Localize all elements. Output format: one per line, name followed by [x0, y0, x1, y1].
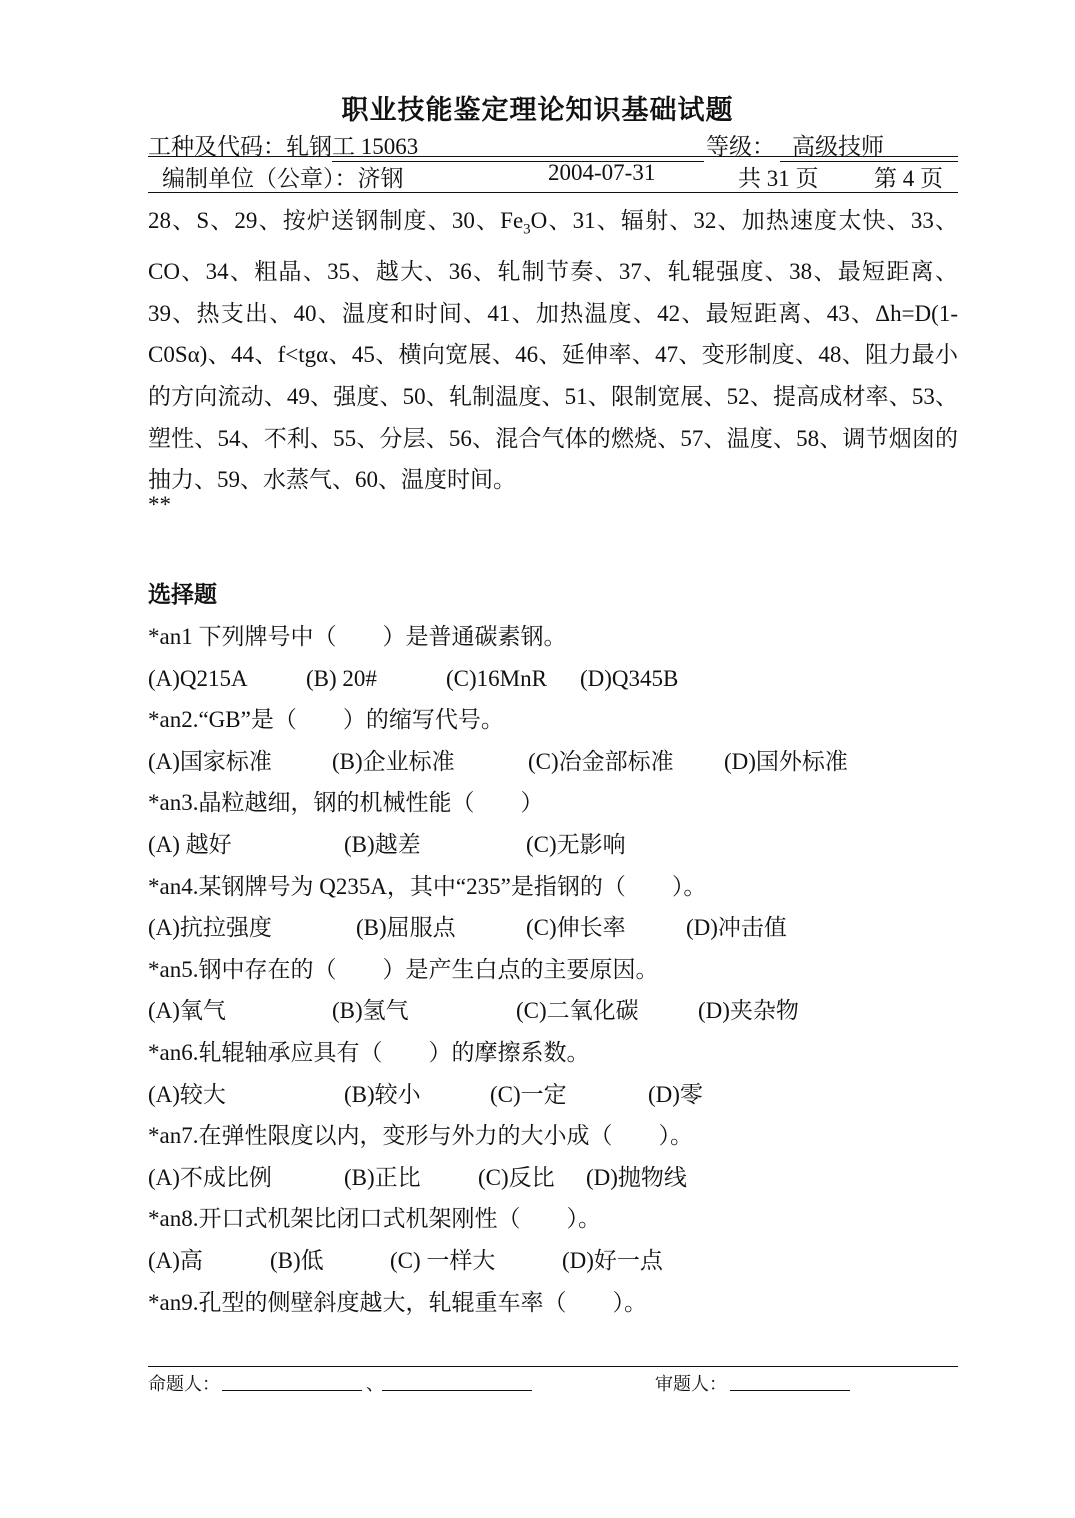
option-c: (C)无影响 — [526, 831, 626, 857]
author-blank-1 — [222, 1390, 362, 1391]
answer-key-part-1: 28、S、29、按炉送钢制度、30、Fe — [148, 208, 524, 233]
question-options — [148, 741, 968, 783]
option-d: (D)零 — [648, 1081, 703, 1107]
option-c: (C)冶金部标准 — [528, 748, 674, 774]
header-row-unit — [148, 160, 958, 192]
option-c: (C)二氧化碳 — [516, 998, 639, 1024]
option-b: (B)企业标准 — [332, 748, 455, 774]
option-b: (B) 20# — [306, 665, 377, 691]
author-separator: 、 — [366, 1374, 384, 1394]
answer-key-part-2: O、31、辐射、32、加热速度太快、33、CO、34、粗晶、35、越大、36、轧制节奏、37、轧辊强度、38、最短距离、39、热支出、40、温度和时间、41、加热温度、42、最短距离、43、Δh=D(1-C0Sα)、44、f<tgα、45、横向宽展、46、延伸率、47、变形制度、48、阻力最小的方向流动、49、强度、50、轧制温度、51、限制宽展、52、提高成材率、53、塑性、54、不利、55、分层、56、混合气体的燃烧、57、温度、58、调节烟囱的抽力、59、水蒸气、60、温度时间。 — [148, 208, 959, 493]
option-d: (D)冲击值 — [686, 915, 787, 941]
header-divider-bottom — [148, 192, 958, 193]
option-a: (A)较大 — [148, 1081, 226, 1107]
option-b: (B)正比 — [344, 1164, 421, 1190]
author-label: 命题人： — [148, 1374, 220, 1394]
unit-label: 编制单位（公章）：济钢 — [162, 166, 404, 191]
option-d: (D)夹杂物 — [698, 998, 799, 1024]
reviewer-label: 审题人： — [655, 1374, 727, 1394]
question-text: *an9.孔型的侧壁斜度越大，轧辊重车率（ ）。 — [148, 1289, 647, 1315]
option-a: (A)Q215A — [148, 665, 248, 691]
option-b: (B)低 — [270, 1247, 324, 1273]
option-d: (D)Q345B — [580, 665, 679, 691]
question-list — [148, 616, 968, 1323]
option-b: (B)较小 — [344, 1081, 421, 1107]
total-pages: 共 31 页 — [738, 166, 819, 191]
option-c: (C)反比 — [478, 1164, 555, 1190]
trade-label: 工种及代码：轧钢 — [148, 134, 332, 159]
question-text: *an4.某钢牌号为 Q235A，其中“235”是指钢的（ ）。 — [148, 873, 707, 899]
date-value: 2004-07-31 — [548, 160, 656, 185]
question-options — [148, 990, 968, 1032]
option-d: (D)抛物线 — [586, 1164, 687, 1190]
page-number: 第 4 页 — [874, 166, 943, 191]
level-value: 高级技师 — [780, 128, 958, 162]
option-c: (C)16MnR — [446, 665, 547, 691]
option-b: (B)越差 — [344, 831, 421, 857]
option-c: (C)伸长率 — [526, 915, 626, 941]
option-d: (D)好一点 — [562, 1247, 663, 1273]
question-text: *an3.晶粒越细，钢的机械性能（ ） — [148, 790, 544, 816]
option-a: (A)抗拉强度 — [148, 915, 272, 941]
option-a: (A) 越好 — [148, 831, 232, 857]
option-c: (C) 一样大 — [390, 1247, 496, 1273]
option-a: (A)国家标准 — [148, 748, 272, 774]
question-text: *an6.轧辊轴承应具有（ ）的摩擦系数。 — [148, 1039, 590, 1065]
section-title: 选择题 — [148, 582, 217, 607]
question-options — [148, 1074, 968, 1116]
level-label: 等级： — [706, 134, 775, 159]
option-a: (A)不成比例 — [148, 1164, 272, 1190]
question-options — [148, 1157, 968, 1199]
reviewer-blank — [730, 1390, 850, 1391]
question-text: *an8.开口式机架比闭口式机架刚性（ ）。 — [148, 1206, 601, 1232]
question-text: *an2.“GB”是（ ）的缩写代号。 — [148, 707, 504, 733]
question-text: *an7.在弹性限度以内，变形与外力的大小成（ ）。 — [148, 1123, 693, 1149]
option-b: (B)屈服点 — [356, 915, 456, 941]
question-options — [148, 658, 968, 700]
question-text: *an1 下列牌号中（ ）是普通碳素钢。 — [148, 624, 567, 649]
trade-value: 工 15063 — [332, 128, 704, 162]
page-title: 职业技能鉴定理论知识基础试题 — [341, 95, 734, 125]
header-divider-top — [148, 156, 958, 157]
option-a: (A)高 — [148, 1247, 203, 1273]
question-options — [148, 907, 968, 949]
footer-divider — [148, 1366, 958, 1367]
question-options — [148, 1240, 968, 1282]
option-a: (A)氧气 — [148, 998, 226, 1024]
option-b: (B)氢气 — [332, 998, 409, 1024]
option-c: (C)一定 — [490, 1081, 567, 1107]
answer-key-subscript: 3 — [523, 221, 531, 238]
stars-marker: ** — [148, 492, 171, 517]
option-d: (D)国外标准 — [724, 748, 848, 774]
answer-key-paragraph — [148, 200, 958, 501]
question-text: *an5.钢中存在的（ ）是产生白点的主要原因。 — [148, 956, 659, 982]
question-options — [148, 824, 968, 866]
author-blank-2 — [382, 1390, 532, 1391]
